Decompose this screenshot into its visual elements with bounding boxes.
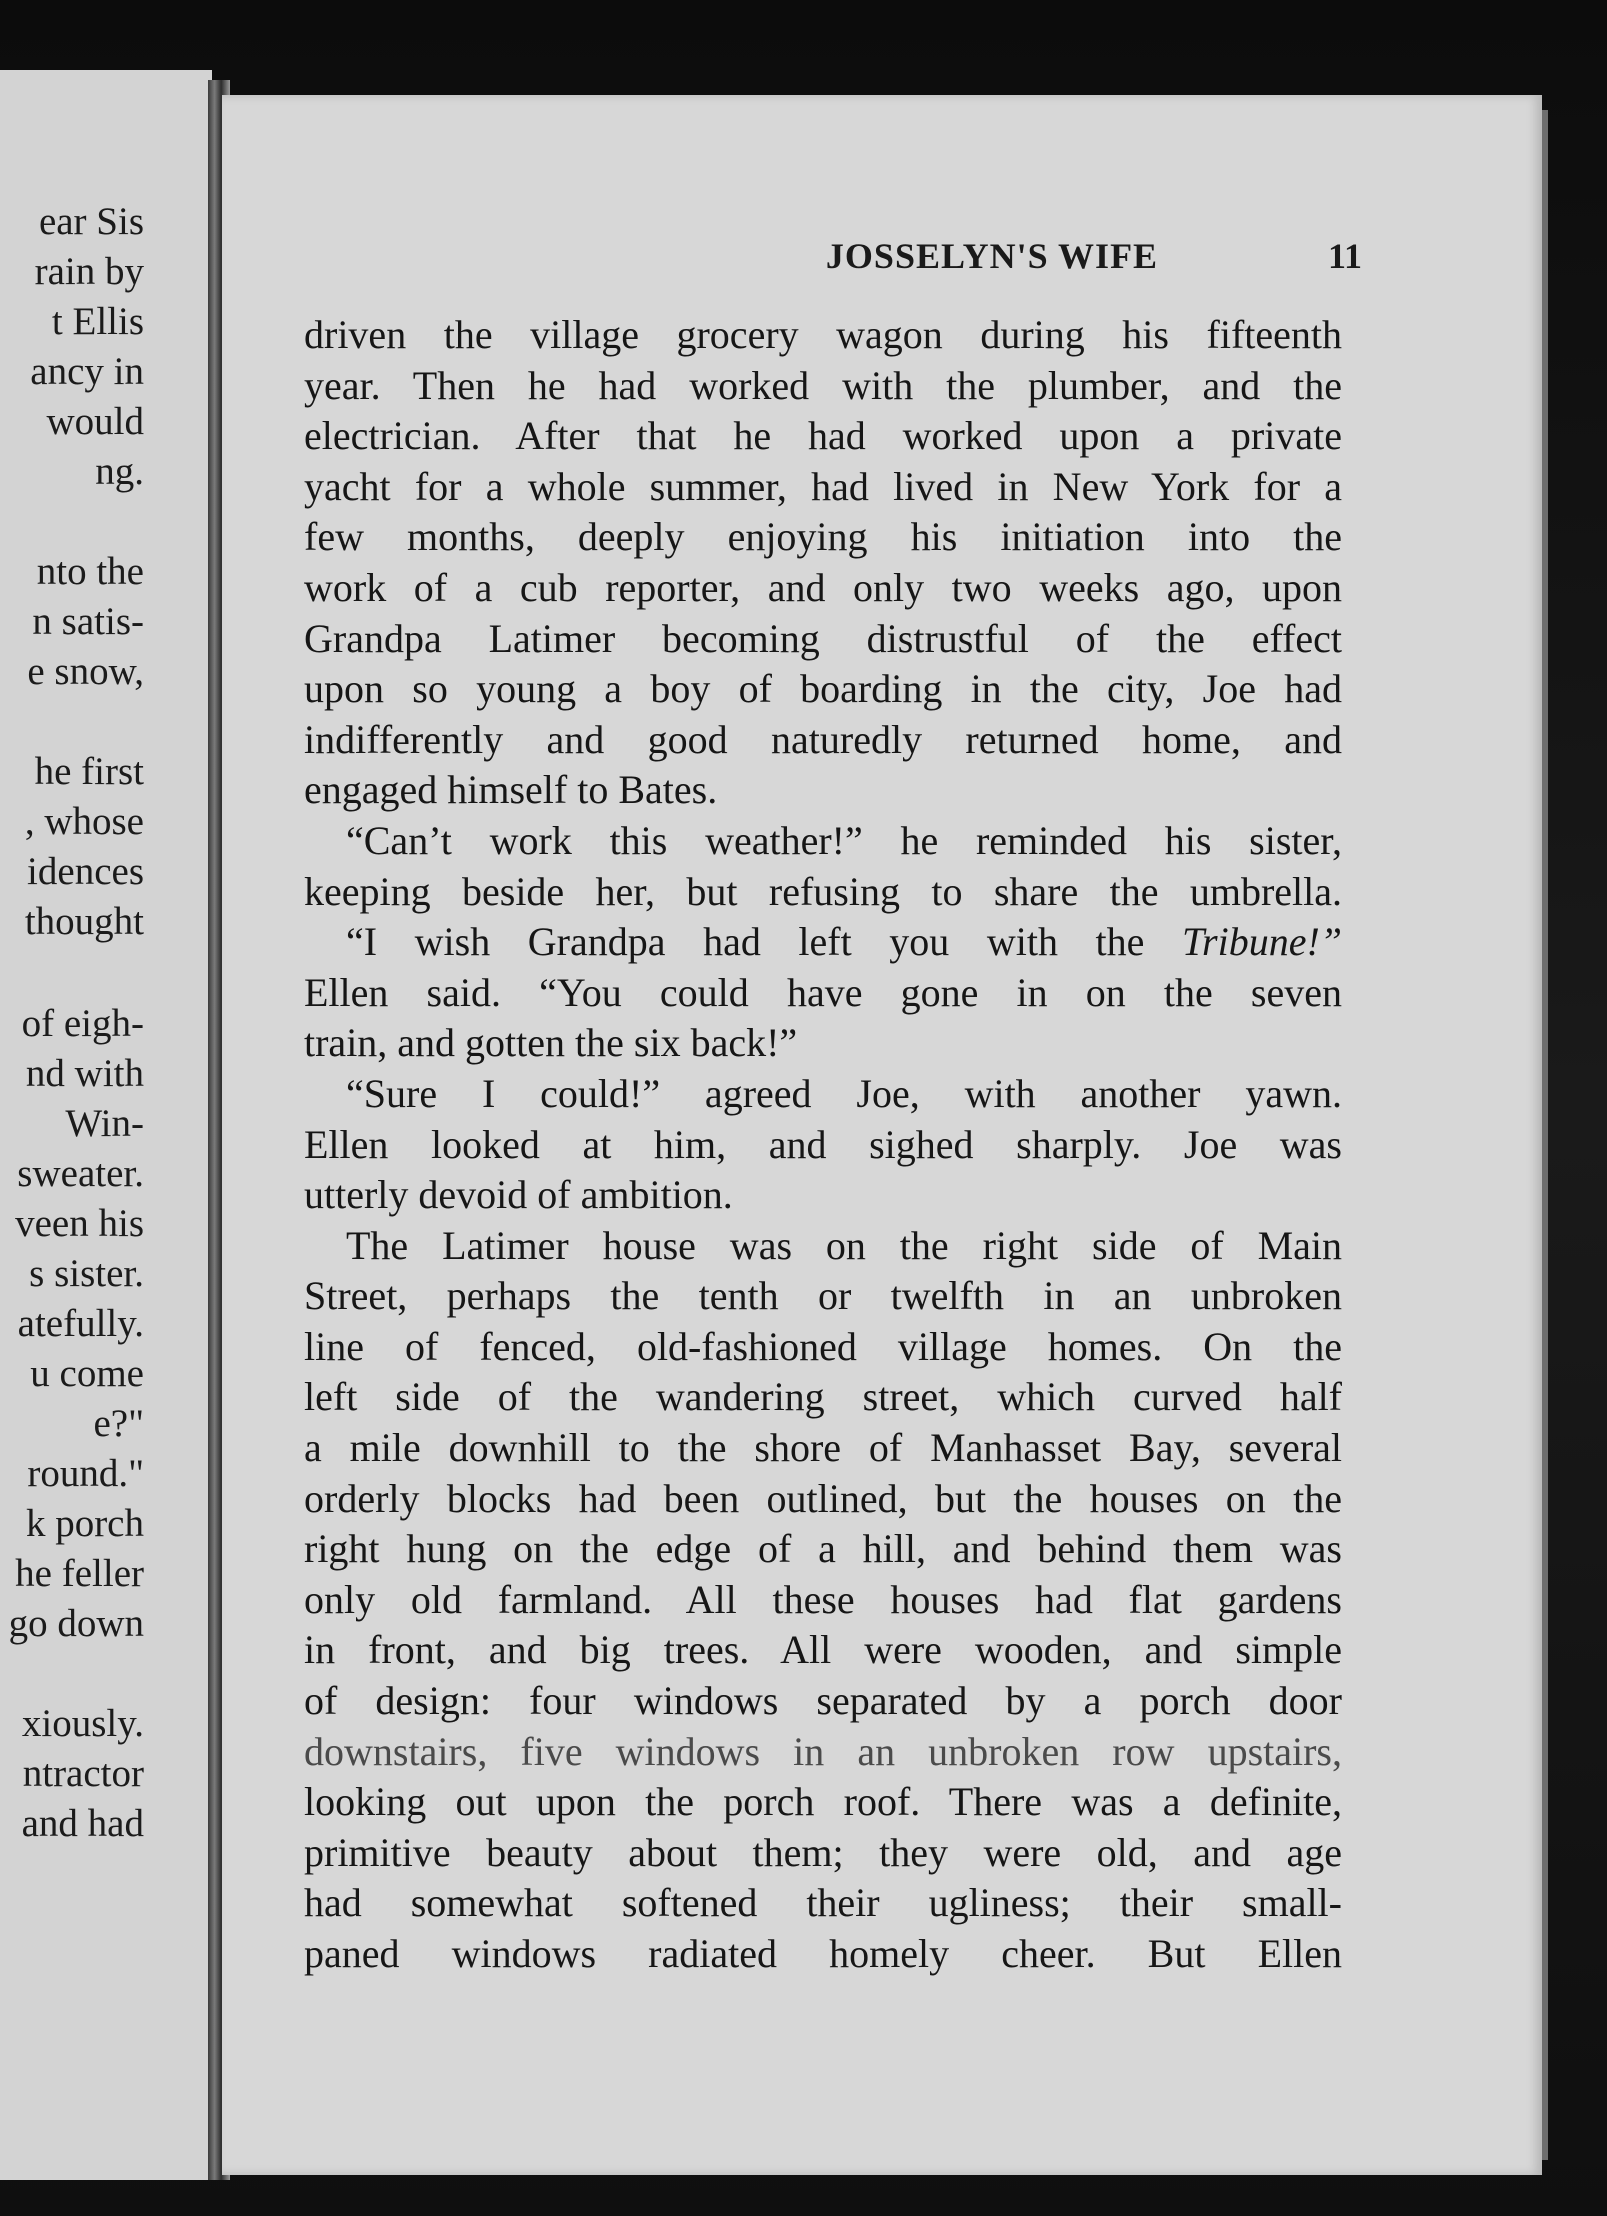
left-line: idences [27,850,144,893]
left-line: round." [27,1452,144,1495]
italic-title: Tribune!” [1181,919,1343,965]
left-line: atefully. [17,1302,144,1345]
book-page [222,95,1542,2175]
text-line: train, and gotten the six back!” [304,1020,798,1066]
left-line: ear Sis [38,200,144,243]
left-line: u come [30,1352,144,1395]
text-line: keeping beside her, but refusing to share the umbrella. [304,868,1342,914]
text-line: left side of the wandering street, which curved half [304,1374,1342,1420]
left-line: go down [8,1602,144,1645]
text-fragment: “I wish Grandpa had left you with the [346,919,1145,965]
text-line: The Latimer house was on the right side of Main [346,1222,1342,1268]
text-line: had somewhat softened their ugliness; their small- [304,1880,1342,1926]
left-line: Win- [65,1102,144,1145]
left-line: e snow, [27,650,144,693]
text-line: “Can’t work this weather!” he reminded his sister, [346,817,1342,863]
text-line: in front, and big trees. All were wooden, and simple [304,1627,1342,1673]
text-line: Ellen looked at him, and sighed sharply. Joe was [304,1121,1342,1167]
running-head: JOSSELYN'S WIFE [825,236,1159,276]
text-line: of design: four windows separated by a porch door [304,1678,1342,1724]
text-line: driven the village grocery wagon during his fifteenth [304,312,1342,357]
left-line: would [46,400,144,443]
page-number: 11 [1327,236,1362,276]
left-line: veen his [15,1202,144,1245]
text-line: orderly blocks had been outlined, but the houses on the [304,1475,1342,1521]
text-line: primitive beauty about them; they were old, and age [304,1829,1342,1875]
text-line: upon so young a boy of boarding in the city, Joe had [304,666,1342,712]
text-line: “Sure I could!” agreed Joe, with another yawn. [346,1070,1342,1116]
left-line: s sister. [29,1252,144,1295]
text-line: paned windows radiated homely cheer. But Ellen [304,1931,1342,1976]
text-line: a mile downhill to the shore of Manhasset Bay, several [304,1425,1342,1471]
left-line: ancy in [30,350,144,393]
left-line: he first [34,750,144,793]
text-line [304,917,1342,968]
text-line: only old farmland. All these houses had flat gardens [304,1576,1342,1622]
left-line: xiously. [21,1702,144,1745]
left-line: n satis- [32,600,144,643]
left-line: sweater. [17,1152,144,1195]
left-line: he feller [15,1552,144,1595]
text-line: electrician. After that he had worked upon a private [304,413,1342,459]
left-line: ng. [95,450,144,493]
left-line: and had [21,1802,144,1845]
left-line: rain by [34,250,144,293]
text-line: line of fenced, old-fashioned village homes. On the [304,1323,1342,1369]
body-text [304,310,1342,1980]
text-line: Ellen said. “You could have gone in on the seven [304,969,1342,1015]
text-line: Grandpa Latimer becoming distrustful of the effect [304,615,1342,661]
previous-page-fragment [0,70,212,2180]
text-line: few months, deeply enjoying his initiation into the [304,514,1342,560]
left-line: ntractor [22,1752,144,1795]
text-line: indifferently and good naturedly returned home, and [304,716,1342,762]
text-line: Street, perhaps the tenth or twelfth in an unbroken [304,1273,1342,1319]
text-line: looking out upon the porch roof. There was a definite, [304,1779,1342,1825]
left-line: k porch [25,1502,144,1545]
text-line: downstairs, five windows in an unbroken row upstairs, [304,1728,1342,1774]
left-line: of eigh- [21,1002,144,1045]
text-line: year. Then he had worked with the plumber, and the [304,362,1342,408]
left-line: nto the [36,550,144,593]
text-line: work of a cub reporter, and only two weeks ago, upon [304,564,1342,610]
left-line: , whose [24,800,144,843]
left-line: t Ellis [51,300,144,343]
text-line: engaged himself to Bates. [304,767,718,813]
text-line: right hung on the edge of a hill, and behind them was [304,1526,1342,1572]
left-line: e?" [93,1402,144,1445]
left-line: nd with [25,1052,144,1095]
left-line: thought [24,900,144,943]
text-line: utterly devoid of ambition. [304,1172,733,1218]
text-line: yacht for a whole summer, had lived in New York for a [304,463,1342,509]
